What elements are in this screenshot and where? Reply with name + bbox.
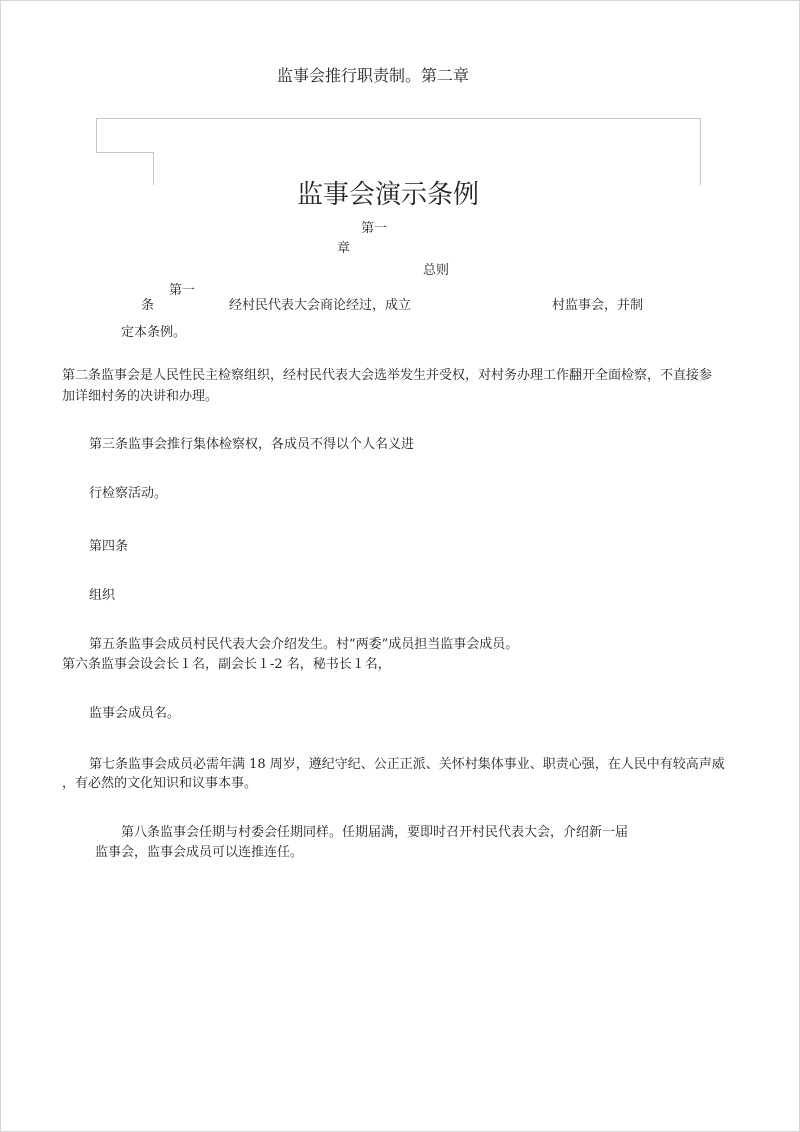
- chapter-name: 总则: [423, 263, 450, 278]
- chapter-label-1: 第一: [361, 221, 388, 236]
- article8-line1: 第八条监事会任期与村委会任期同样。任期届满，要即时召开村民代表大会，介绍新一届: [121, 825, 629, 840]
- article4-label: 第四条: [89, 539, 129, 554]
- article2-line1: 第二条监事会是人民性民主检察组织，经村民代表大会选举发生并受权，对村务办理工作翻开全面检察，不直接参: [62, 368, 713, 383]
- frame-top-line: [96, 118, 700, 119]
- document-title: 监事会演示条例: [297, 180, 480, 210]
- article1-text-c: 定本条例。: [121, 325, 187, 340]
- article6-line1: 第六条监事会设会长１名，副会长１-2 名，秘书长１名，: [62, 657, 391, 672]
- chapter-label-2: 章: [337, 241, 351, 256]
- header-title: 监事会推行职责制。第二章: [277, 66, 470, 85]
- frame-inner-vertical: [153, 152, 154, 185]
- frame-left-line: [96, 118, 97, 153]
- article5: 第五条监事会成员村民代表大会介绍发生。村“两委”成员担当监事会成员。: [89, 637, 519, 652]
- article7-line1: 第七条监事会成员必需年满 18 周岁，遵纪守纪、公正正派、关怀村集体事业、职责心强，在人民中有较高声威: [89, 757, 725, 772]
- article6-line2: 监事会成员名。: [89, 706, 181, 721]
- frame-inner-line: [96, 152, 154, 153]
- article8-line2: 监事会，监事会成员可以连推连任。: [95, 845, 304, 860]
- article4-text: 组织: [89, 588, 116, 603]
- article2-line2: 加详细村务的决讲和办理。: [62, 389, 219, 404]
- article1-label-b: 条: [141, 298, 155, 313]
- article7-line2: ，有必然的文化知识和议事本事。: [62, 776, 258, 791]
- article1-label-a: 第一: [169, 283, 196, 298]
- article1-text-a: 经村民代表大会商论经过，成立: [229, 298, 412, 313]
- article3-line2: 行检察活动。: [89, 486, 168, 501]
- article1-text-b: 村监事会，并制: [552, 298, 644, 313]
- frame-right-line: [700, 118, 701, 185]
- article3-line1: 第三条监事会推行集体检察权，各成员不得以个人名义进: [89, 437, 415, 452]
